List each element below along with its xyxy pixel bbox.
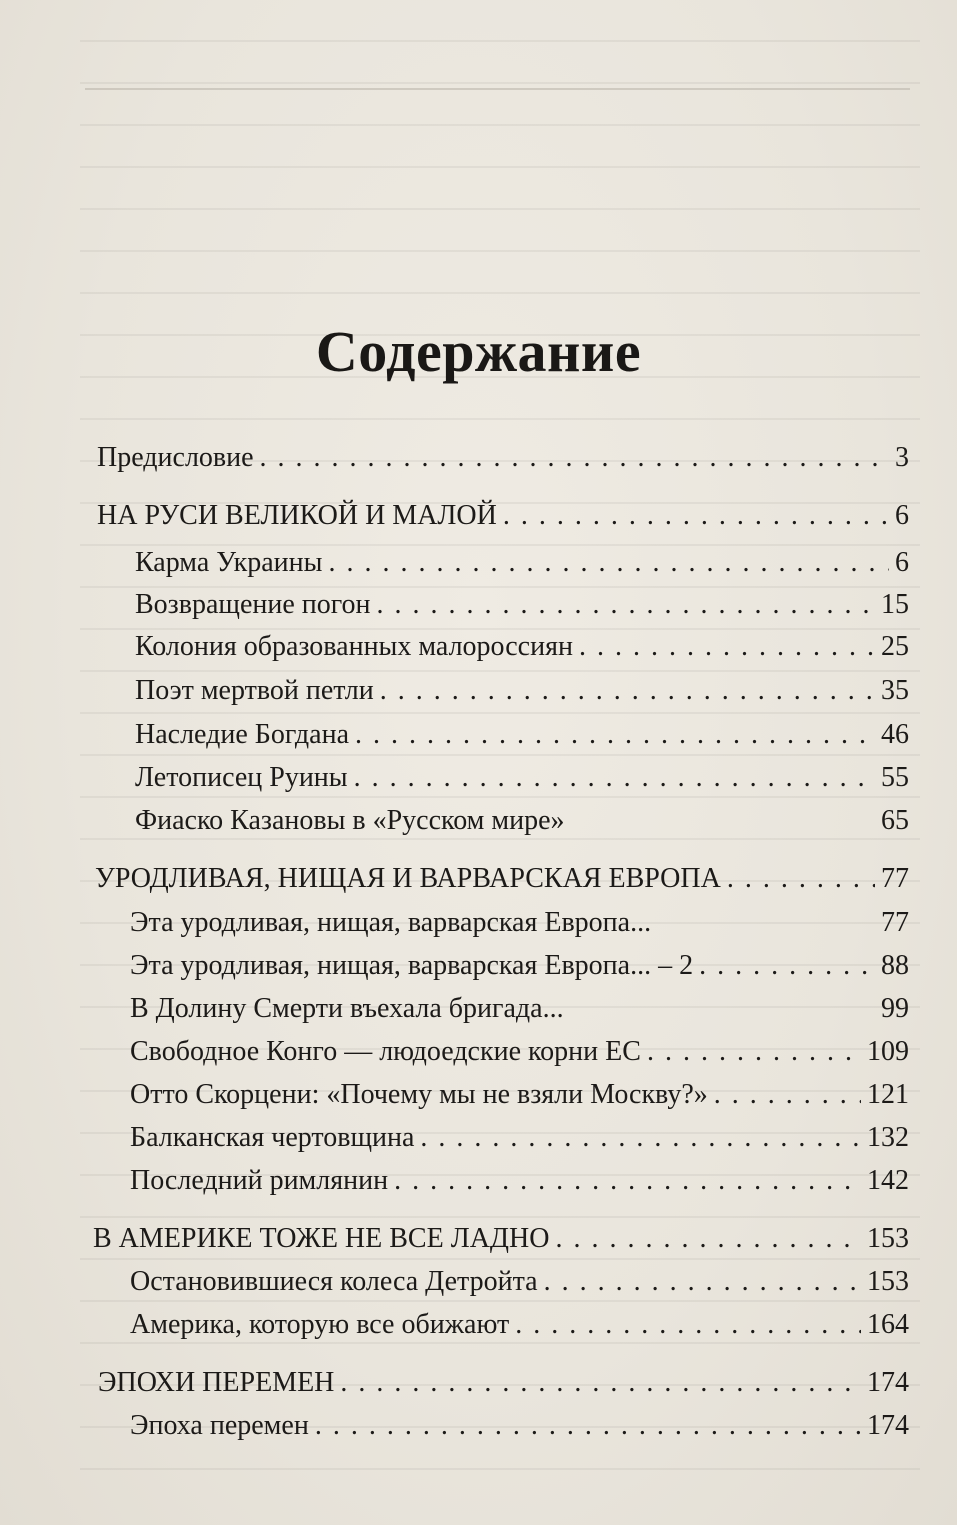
toc-entry-label: Возвращение погон bbox=[135, 589, 371, 620]
toc-leader-dots bbox=[699, 946, 875, 986]
toc-entry-label: Остановившиеся колеса Детройта bbox=[130, 1266, 538, 1297]
toc-entry bbox=[130, 1305, 909, 1345]
toc-entry bbox=[130, 1262, 909, 1302]
toc-entry bbox=[130, 1406, 909, 1446]
toc-entry bbox=[135, 543, 909, 583]
toc-page-number: 55 bbox=[881, 762, 909, 793]
toc-page-number: 132 bbox=[867, 1122, 909, 1153]
toc-entry-label: ЭПОХИ ПЕРЕМЕН bbox=[98, 1367, 335, 1398]
toc-page-number: 77 bbox=[881, 907, 909, 938]
toc-entry bbox=[135, 758, 909, 798]
toc-entry-label: Поэт мертвой петли bbox=[135, 675, 374, 706]
toc-leader-dots bbox=[355, 715, 875, 755]
toc-leader-dots bbox=[579, 627, 875, 667]
toc-entry-label: В Долину Смерти въехала бригада... bbox=[130, 993, 564, 1024]
toc-entry-label: Балканская чертовщина bbox=[130, 1122, 415, 1153]
toc-entry-label: Предисловие bbox=[97, 442, 254, 473]
toc-entry-label: Колония образованных малороссиян bbox=[135, 631, 573, 662]
toc-entry-preface bbox=[97, 438, 909, 478]
toc-leader-dots bbox=[420, 1118, 861, 1158]
toc-leader-dots bbox=[377, 585, 875, 625]
toc-page-number: 88 bbox=[881, 950, 909, 981]
toc-leader-dots bbox=[503, 496, 889, 536]
toc-entry-label: УРОДЛИВАЯ, НИЩАЯ И ВАРВАРСКАЯ ЕВРОПА bbox=[95, 863, 721, 894]
toc-section-title bbox=[95, 859, 909, 899]
toc-entry-label: НА РУСИ ВЕЛИКОЙ И МАЛОЙ bbox=[97, 500, 497, 531]
toc-entry-label: Америка, которую все обижают bbox=[130, 1309, 510, 1340]
toc-page-number: 6 bbox=[895, 547, 909, 578]
toc-entry-label: Отто Скорцени: «Почему мы не взяли Москву?» bbox=[130, 1079, 708, 1110]
toc-page-number: 174 bbox=[867, 1367, 909, 1398]
toc-leader-dots bbox=[380, 671, 875, 711]
page-title: Содержание bbox=[315, 319, 642, 384]
toc-entry bbox=[130, 946, 909, 986]
toc-section-title bbox=[98, 1363, 909, 1403]
toc-entry bbox=[130, 1118, 909, 1158]
toc-entry-label: Эпоха перемен bbox=[130, 1410, 309, 1441]
toc-page-number: 174 bbox=[867, 1410, 909, 1441]
toc-page-number: 46 bbox=[881, 719, 909, 750]
toc-entry bbox=[130, 1032, 909, 1072]
toc-entry bbox=[130, 1161, 909, 1201]
toc-page-number: 109 bbox=[867, 1036, 909, 1067]
toc-entry-label: Карма Украины bbox=[135, 547, 323, 578]
toc-leader-dots bbox=[315, 1406, 861, 1446]
toc-entry bbox=[135, 585, 909, 625]
toc-entry-label: Эта уродливая, нищая, варварская Европа... – 2 bbox=[130, 950, 694, 981]
toc-entry bbox=[130, 1075, 909, 1115]
toc-entry-label: Эта уродливая, нищая, варварская Европа... bbox=[130, 907, 652, 938]
toc-leader-dots bbox=[394, 1161, 861, 1201]
toc-page-number: 35 bbox=[881, 675, 909, 706]
toc-page-number: 164 bbox=[867, 1309, 909, 1340]
toc-entry bbox=[130, 903, 909, 943]
toc-entry bbox=[135, 671, 909, 711]
toc-section-title bbox=[97, 496, 909, 536]
toc-leader-dots bbox=[515, 1305, 861, 1345]
toc-entry-label: Последний римлянин bbox=[130, 1165, 389, 1196]
toc-entry bbox=[135, 715, 909, 755]
toc-entry-label: В АМЕРИКЕ ТОЖЕ НЕ ВСЕ ЛАДНО bbox=[93, 1223, 550, 1254]
toc-page-number: 121 bbox=[867, 1079, 909, 1110]
toc-leader-dots bbox=[260, 438, 889, 478]
toc-entry-label: Летописец Руины bbox=[135, 762, 348, 793]
toc-leader-dots bbox=[544, 1262, 861, 1302]
toc-page-number: 153 bbox=[867, 1223, 909, 1254]
toc-leader-dots bbox=[555, 1219, 861, 1259]
toc-page-number: 65 bbox=[881, 805, 909, 836]
toc-entry-label: Свободное Конго — людоедские корни ЕС bbox=[130, 1036, 641, 1067]
toc-leader-dots bbox=[328, 543, 889, 583]
toc-entry bbox=[130, 989, 909, 1029]
toc-page-number: 25 bbox=[881, 631, 909, 662]
toc-leader-dots bbox=[714, 1075, 861, 1115]
toc-entry-label: Фиаско Казановы в «Русском мире» bbox=[135, 805, 565, 836]
toc-leader-dots bbox=[340, 1363, 861, 1403]
toc-page-number: 142 bbox=[867, 1165, 909, 1196]
toc-section-title bbox=[93, 1219, 909, 1259]
toc-leader-dots bbox=[354, 758, 875, 798]
toc-leader-dots bbox=[727, 859, 875, 899]
toc-entry-label: Наследие Богдана bbox=[135, 719, 350, 750]
toc-page-number: 77 bbox=[881, 863, 909, 894]
toc-leader-dots bbox=[647, 1032, 861, 1072]
toc-page-number: 15 bbox=[881, 589, 909, 620]
toc-entry bbox=[135, 801, 909, 841]
toc-page-number: 99 bbox=[881, 993, 909, 1024]
toc-page-number: 6 bbox=[895, 500, 909, 531]
toc-entry bbox=[135, 627, 909, 667]
toc-page-number: 153 bbox=[867, 1266, 909, 1297]
toc-page-number: 3 bbox=[895, 442, 909, 473]
